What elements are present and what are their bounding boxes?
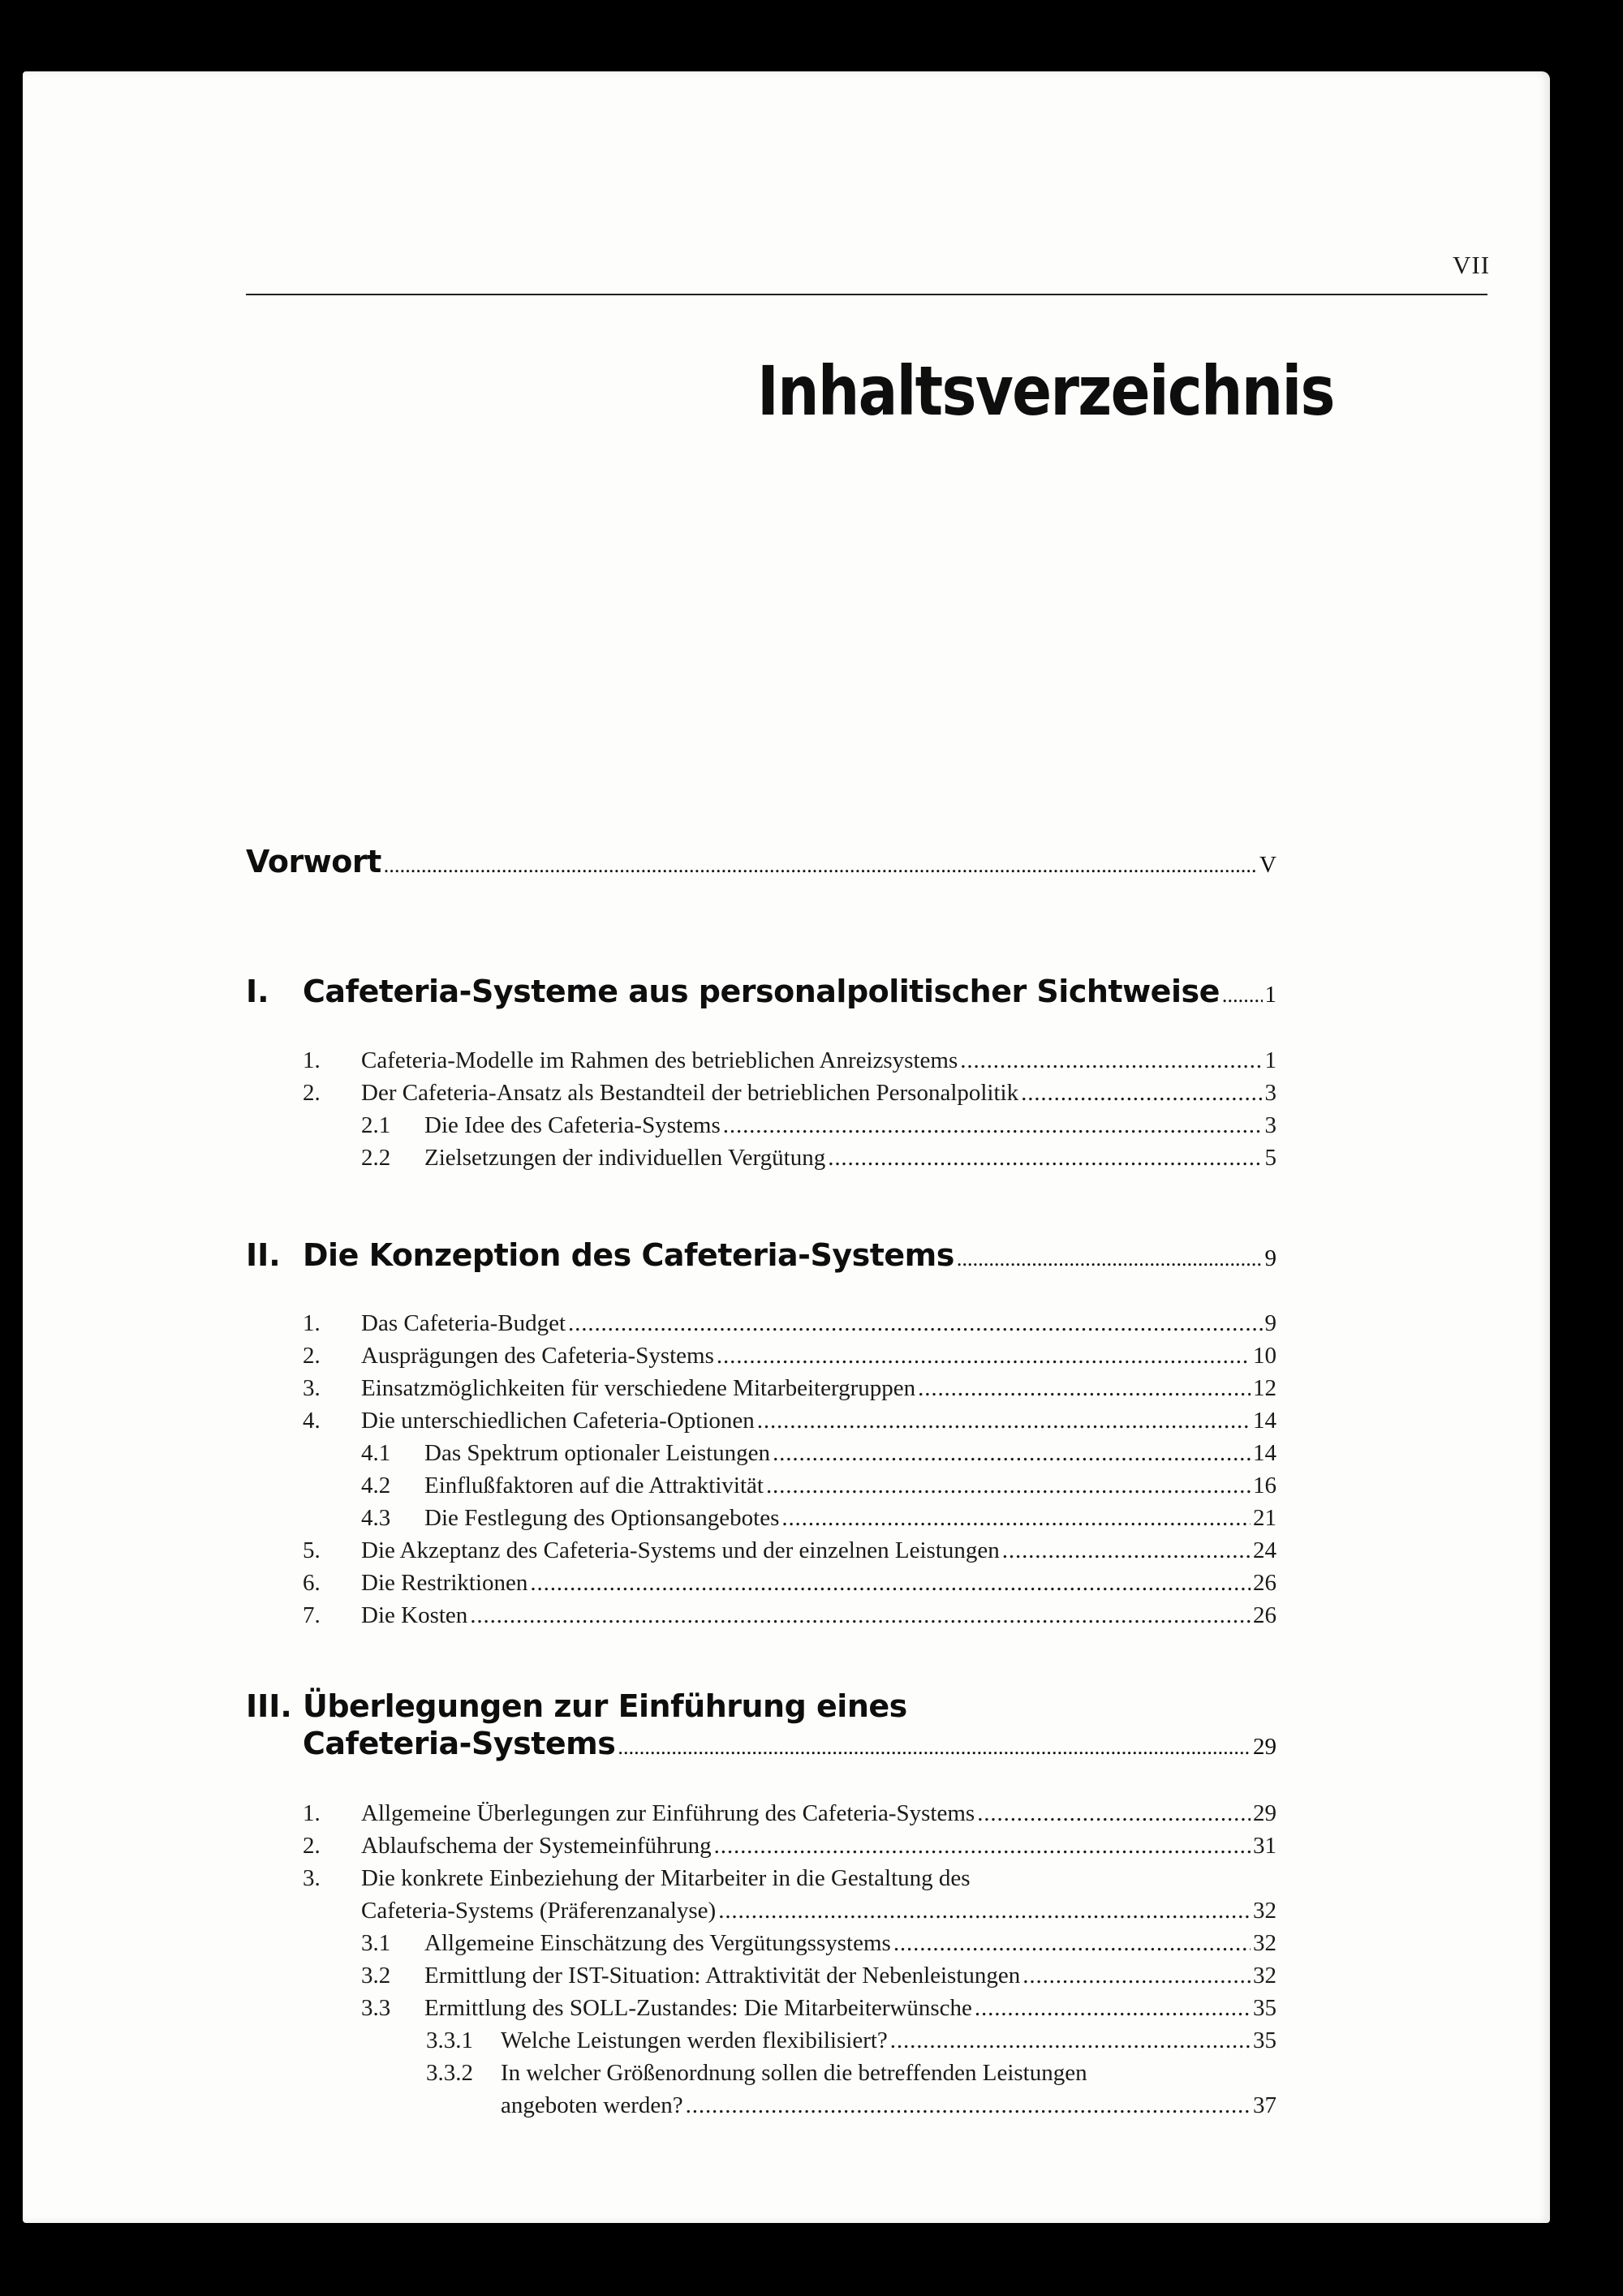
leader-dots [1222,983,1263,1008]
leader-dots [828,1145,1262,1172]
entry-text: Allgemeine Überlegungen zur Einführung des Cafeteria-Systems [361,1800,975,1826]
entry-number: 1. [303,1800,321,1826]
toc-chapter-3-line1[interactable] [246,1688,1276,1724]
toc-entry[interactable] [303,1408,1276,1434]
toc-entry[interactable] [361,1473,1276,1499]
chapter-title: Die Konzeption des Cafeteria-Systems [303,1237,954,1273]
chapter-title: Cafeteria-Systems [303,1726,616,1761]
entry-text: Einflußfaktoren auf die Attraktivität [424,1473,764,1498]
entry-number: 2. [303,1080,321,1106]
entry-text: Ablaufschema der Systemeinführung [361,1833,712,1859]
toc-entry-continuation[interactable] [361,1898,1276,1924]
entry-text: Die Kosten [361,1602,468,1628]
entry-number: 1. [303,1047,321,1073]
entry-text: Das Spektrum optionaler Leistungen [424,1440,771,1466]
leader-dots [957,1247,1263,1271]
entry-text: Zielsetzungen der individuellen Vergütung [424,1145,826,1171]
toc-page-number: 5 [1264,1145,1276,1171]
toc-page-number: 12 [1253,1375,1276,1401]
entry-text: angeboten werden? [501,2092,683,2118]
toc-page-number: 21 [1253,1505,1276,1531]
toc-entry[interactable] [303,1375,1276,1402]
chapter-number: II. [246,1237,281,1273]
toc-entry[interactable] [303,1833,1276,1860]
leader-dots [618,1735,1251,1760]
entry-text: Die unterschiedlichen Cafeteria-Optionen [361,1408,755,1434]
toc-page-number: V [1259,852,1276,878]
toc-page-number: 14 [1253,1408,1276,1434]
toc-entry[interactable] [303,1570,1276,1597]
leader-dots [568,1310,1262,1337]
toc-page-number: 29 [1253,1734,1276,1760]
leader-dots [384,853,1257,878]
entry-text: Welche Leistungen werden flexibilisiert? [501,2027,888,2053]
toc-page-number: 9 [1264,1245,1276,1271]
toc-page-number: 26 [1253,1570,1276,1596]
entry-number: 3.3 [361,1995,391,2021]
toc-entry[interactable] [426,2060,1276,2087]
entry-text: Cafeteria-Modelle im Rahmen des betrieblichen Anreizsystems [361,1047,958,1073]
leader-dots [890,2027,1251,2054]
entry-number: 4.1 [361,1440,391,1466]
toc-entry[interactable] [361,1995,1276,2022]
chapter-title: Cafeteria-Systeme aus personalpolitischer Sichtweise [303,974,1220,1009]
entry-text: Die Idee des Cafeteria-Systems [424,1112,721,1138]
toc-entry[interactable] [303,1047,1276,1074]
toc-page-number: 32 [1253,1930,1276,1956]
leader-dots [766,1473,1251,1499]
toc-page-number: 26 [1253,1602,1276,1628]
entry-text: Ausprägungen des Cafeteria-Systems [361,1343,714,1369]
entry-number: 3. [303,1375,321,1401]
entry-number: 6. [303,1570,321,1596]
leader-dots [686,2092,1251,2119]
leader-dots [773,1440,1251,1467]
toc-entry[interactable] [303,1602,1276,1629]
entry-number: 3.3.1 [426,2027,473,2053]
toc-page-number: 9 [1264,1310,1276,1336]
leader-dots [893,1930,1251,1957]
toc-page-number: 3 [1264,1112,1276,1138]
leader-dots [1002,1537,1251,1564]
toc-entry[interactable] [426,2027,1276,2054]
toc-entry[interactable] [361,1145,1276,1172]
entry-text: Einsatzmöglichkeiten für verschiedene Mitarbeitergruppen [361,1375,916,1401]
toc-entry[interactable] [361,1963,1276,1989]
toc-entry-vorwort[interactable] [246,844,1276,879]
page-number: VII [1453,251,1491,279]
entry-text: Die konkrete Einbeziehung der Mitarbeiter in die Gestaltung des [361,1865,971,1891]
entry-text: Ermittlung des SOLL-Zustandes: Die Mitarbeiterwünsche [424,1995,972,2021]
page-title: Inhaltsverzeichnis [757,351,1334,431]
entry-number: 2.1 [361,1112,391,1138]
toc-entry[interactable] [361,1930,1276,1957]
entry-text: Die Akzeptanz des Cafeteria-Systems und der einzelnen Leistungen [361,1537,1000,1563]
entry-number: 1. [303,1310,321,1336]
entry-number: 3.1 [361,1930,391,1956]
leader-dots [714,1833,1251,1860]
leader-dots [975,1995,1251,2022]
entry-number: 3.3.2 [426,2060,473,2086]
toc-page-number: 1 [1264,982,1276,1008]
entry-text: Ermittlung der IST-Situation: Attraktivität der Nebenleistungen [424,1963,1021,1989]
toc-entry-title: Vorwort [246,844,381,879]
leader-dots [470,1602,1251,1629]
toc-entry[interactable] [303,1865,1276,1892]
toc-chapter-1[interactable] [246,974,1276,1009]
entry-number: 2.2 [361,1145,391,1171]
chapter-number: I. [246,974,269,1009]
toc-page-number: 29 [1253,1800,1276,1826]
leader-dots [1021,1080,1262,1107]
entry-number: 3.2 [361,1963,391,1989]
toc-page-number: 35 [1253,2027,1276,2053]
toc-page-number: 14 [1253,1440,1276,1466]
entry-number: 4. [303,1408,321,1434]
toc-entry[interactable] [361,1440,1276,1467]
toc-page-number: 1 [1264,1047,1276,1073]
toc-page-number: 35 [1253,1995,1276,2021]
toc-chapter-2[interactable] [246,1237,1276,1273]
toc-chapter-3-line2[interactable] [303,1726,1276,1761]
leader-dots [781,1505,1251,1532]
entry-text: In welcher Größenordnung sollen die betreffenden Leistungen [501,2060,1087,2086]
entry-number: 7. [303,1602,321,1628]
toc-entry[interactable] [303,1537,1276,1564]
leader-dots [757,1408,1251,1434]
entry-text: Das Cafeteria-Budget [361,1310,566,1336]
entry-text: Der Cafeteria-Ansatz als Bestandteil der betrieblichen Personalpolitik [361,1080,1019,1106]
book-page [23,71,1550,2223]
entry-number: 4.3 [361,1505,391,1531]
toc-page-number: 31 [1253,1833,1276,1859]
toc-entry[interactable] [361,1112,1276,1139]
toc-entry[interactable] [303,1080,1276,1107]
leader-dots [977,1800,1251,1827]
leader-dots [718,1898,1251,1924]
entry-number: 2. [303,1343,321,1369]
leader-dots [960,1047,1262,1074]
toc-page-number: 37 [1253,2092,1276,2118]
entry-number: 2. [303,1833,321,1859]
entry-text: Allgemeine Einschätzung des Vergütungssystems [424,1930,891,1956]
leader-dots [723,1112,1263,1139]
toc-page-number: 32 [1253,1963,1276,1989]
toc-page-number: 16 [1253,1473,1276,1498]
leader-dots [530,1570,1251,1597]
header-rule [246,294,1487,295]
toc-entry[interactable] [361,1505,1276,1532]
entry-number: 5. [303,1537,321,1563]
toc-entry[interactable] [303,1800,1276,1827]
toc-entry-continuation[interactable] [501,2092,1276,2119]
chapter-title: Überlegungen zur Einführung eines [303,1688,907,1724]
toc-page-number: 32 [1253,1898,1276,1924]
toc-page-number: 3 [1264,1080,1276,1106]
entry-text: Die Festlegung des Optionsangebotes [424,1505,780,1531]
leader-dots [1022,1963,1251,1989]
leader-dots [918,1375,1251,1402]
toc-page-number: 10 [1253,1343,1276,1369]
entry-text: Cafeteria-Systems (Präferenzanalyse) [361,1898,717,1924]
entry-number: 3. [303,1865,321,1891]
toc-entry[interactable] [303,1343,1276,1369]
toc-page-number: 24 [1253,1537,1276,1563]
entry-number: 4.2 [361,1473,391,1498]
entry-text: Die Restriktionen [361,1570,528,1596]
leader-dots [717,1343,1251,1369]
toc-entry[interactable] [303,1310,1276,1337]
chapter-number: III. [246,1688,292,1724]
